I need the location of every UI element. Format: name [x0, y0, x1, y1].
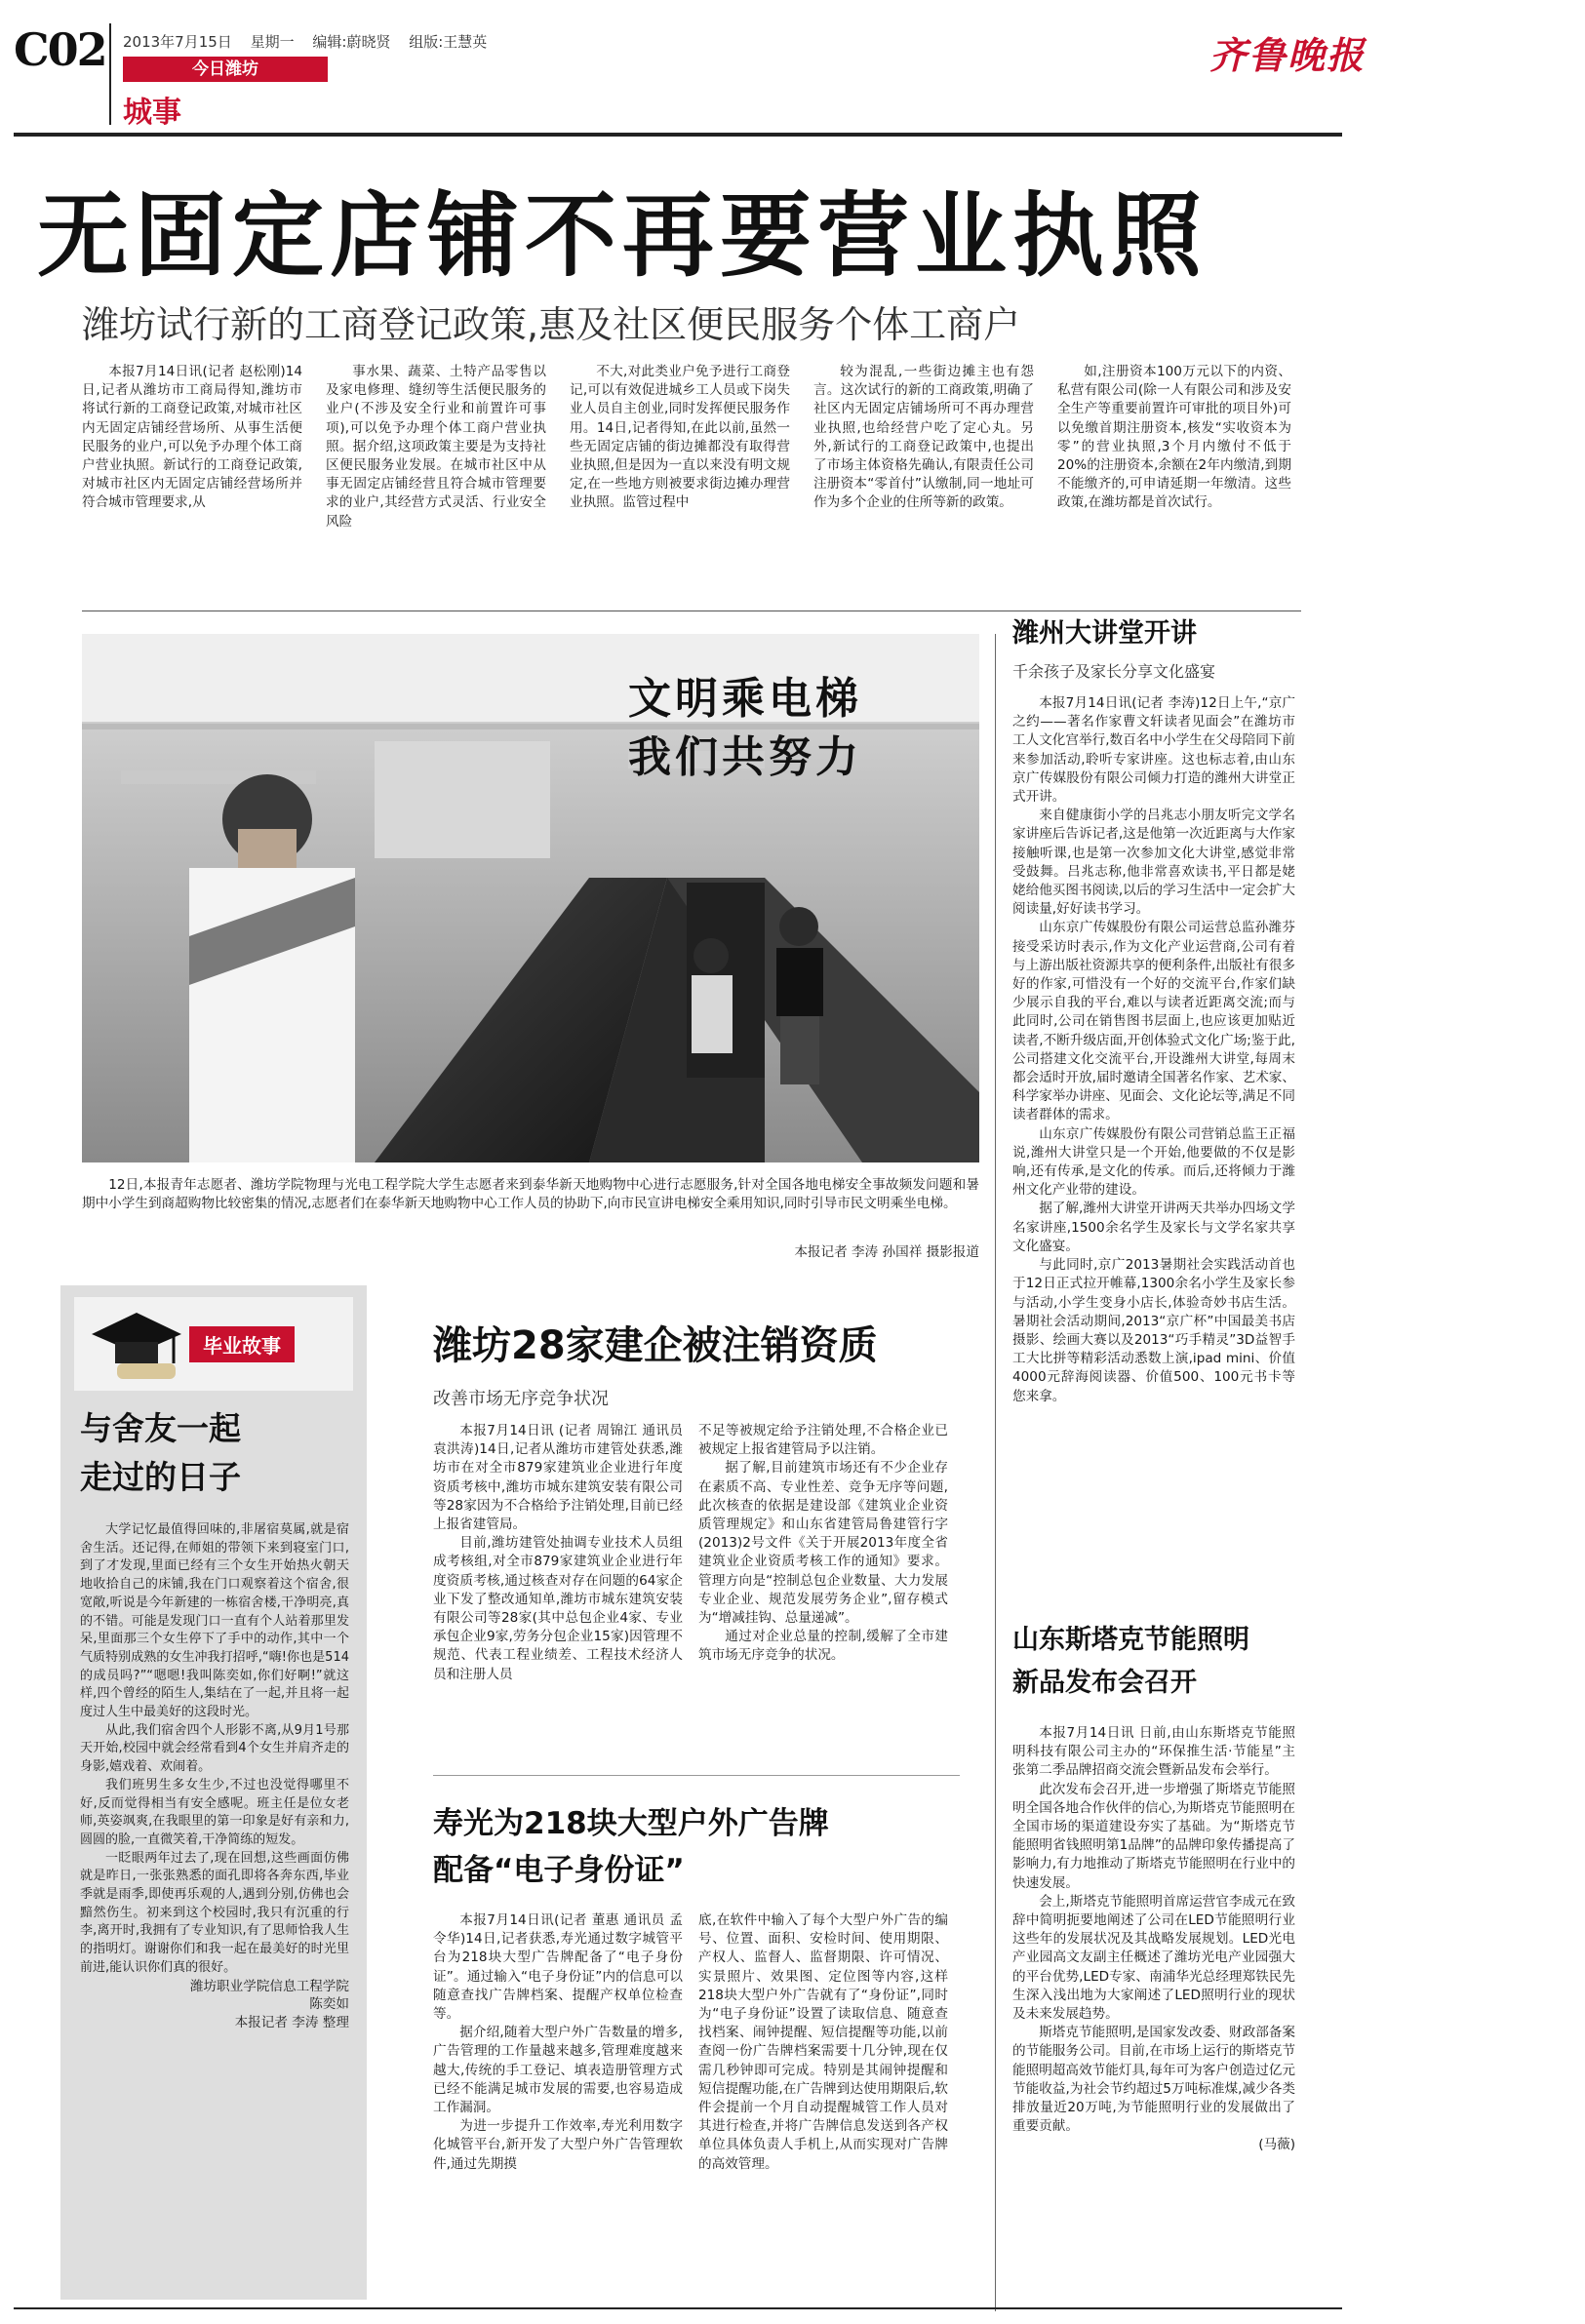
article-dazhou-title: 潍州大讲堂开讲 — [1012, 618, 1197, 649]
article-28-col-2 — [698, 1422, 948, 1666]
article-billboard-title — [433, 1800, 829, 1894]
article-paragraph: 本报7月14日讯 (记者 周锦江 通讯员 袁洪涛)14日,记者从潍坊市建管处获悉,潍坊市在对全市879家建筑业企业进行年度资质考核中,潍坊市城东建筑安装有限公司等28家因为不合格给予注销处理,目前已经上报省建管局。 — [433, 1423, 683, 1533]
article-paragraph: 来自健康街小学的吕兆志小朋友听完文学名家讲座后告诉记者,这是他第一次近距离与大作家接触听课,也是第一次参加文化大讲堂,感觉非常受鼓舞。吕兆志称,他非常喜欢读书,平日都是姥姥给他买图书阅读,以后的学习生活中一定会扩大阅读量,好好读书学习。 — [1012, 807, 1295, 918]
graduation-badge: 毕业故事 — [189, 1326, 295, 1362]
lead-subheadline: 潍坊试行新的工商登记政策,惠及社区便民服务个体工商户 — [82, 303, 1021, 346]
lead-column-2 — [326, 363, 546, 532]
section-tab: 今日潍坊 — [123, 57, 328, 82]
article-28-subtitle: 改善市场无序竞争状况 — [433, 1389, 609, 1409]
article-paragraph: 此次发布会召开,进一步增强了斯塔克节能照明全国各地合作伙伴的信心,为斯塔克节能照明在全国市场的渠道建设夯实了基础。为“斯塔克节能照明省钱照明第1品牌”的品牌印象传播提高了影响力,有力地推动了斯塔克节能照明在行业中的快速发展。 — [1012, 1781, 1295, 1891]
photo-overlay-line-2: 我们共努力 — [628, 732, 862, 782]
lead-paragraph: 不大,对此类业户免予进行工商登记,可以有效促进城乡工人员或下岗失业人员自主创业,同时发挥便民服务作用。14日,记者得知,在此以前,虽然一些无固定店铺的街边摊都没有取得营业执照,但是因为一直以来没有明文规定,在一些地方则被要求街边摊办理营业执照。监管过程中 — [570, 364, 790, 511]
photo-caption-text: 12日,本报青年志愿者、潍坊学院物理与光电工程学院大学生志愿者来到泰华新天地购物中心进行志愿服务,针对全国各地电梯安全事故频发问题和暑期中小学生到商超购物比较密集的情况,志愿者们在泰华新天地购物中心工作人员的协助下,向市民宣讲电梯安全乘用知识,同时引导市民文明乘坐电梯。 — [82, 1177, 979, 1212]
article-paragraph: 与此同时,京广2013暑期社会实践活动首也于12日正式拉开帷幕,1300余名小学生及家长参与活动,小学生变身小店长,体验奇妙书店生活。暑期社会活动期间,2013“京广杯”中国最美书店摄影、绘画大赛以及2013“巧手精灵”3D益智手工大比拼等精彩活动悉数上演,ipad mini、价值4000元辞海阅读器、价值500、100元书卡等您来拿。 — [1012, 1257, 1295, 1404]
graduation-author-name: 陈奕如 — [309, 1996, 349, 2013]
article-stark-title — [1012, 1619, 1249, 1705]
article-paragraph: 目前,潍坊建管处抽调专业技术人员组成考核组,对全市879家建筑业企业进行年度资质考核,通过核查对存在问题的64家企业下发了整改通知单,潍坊市城东建筑安装有限公司等28家(其中总包企业4家、专业承包企业9家,劳务分包企业15家)因管理不规范、代表工程业绩差、工程技术经济人员和注册人员 — [433, 1535, 683, 1682]
article-paragraph: 不足等被规定给予注销处理,不合格企业已被规定上报省建管局予以注销。 — [698, 1423, 948, 1458]
article-billboard-col-2 — [698, 1911, 948, 2174]
article-28-col-1 — [433, 1422, 683, 1684]
page-bottom-rule — [14, 2307, 1342, 2309]
photo-credit: 本报记者 李涛 孙国祥 摄影报道 — [794, 1244, 979, 1260]
article-billboard-title-line-2: 配备“电子身份证” — [433, 1853, 685, 1888]
article-paragraph: 本报7月14日讯(记者 董惠 通讯员 孟令华)14日,记者获悉,寿光通过数字城管平台为218块大型广告牌配备了“电子身份证”。通过输入“电子身份证”内的信息可以随意查找广告牌档案、提醒产权单位检查等。 — [433, 1912, 683, 2023]
lead-paragraph: 如,注册资本100万元以下的内资、私营有限公司(除一人有限公司和涉及安全生产等重要前置许可审批的项目外)可以免缴首期注册资本,核发“实收资本为零”的营业执照,3个月内缴付不低于20%的注册资本,余额在2年内缴清,到期不能缴齐的,可申请延期一年缴清。这些政策,在潍坊都是首次试行。 — [1057, 364, 1291, 511]
graduation-paragraph: 我们班男生多女生少,不过也没觉得哪里不好,反而觉得相当有安全感呢。班主任是位女老师,英姿飒爽,在我眼里的第一印象是好有亲和力,圆圆的脸,一直微笑着,干净简练的短发。 — [80, 1777, 349, 1847]
page-code: C02 — [14, 23, 106, 76]
lead-paragraph: 较为混乱,一些街边摊主也有怨言。这次试行的新的工商政策,明确了社区内无固定店铺场所可不再办理营业执照,也给经营户吃了定心丸。另外,新试行的工商登记政策中,也提出了市场主体资格先确认,有限责任公司注册资本“零首付”认缴制,同一地址可作为多个企业的住所等新的政策。 — [813, 364, 1034, 511]
lead-column-3 — [570, 363, 790, 513]
lead-headline: 无固定店铺不再要营业执照 — [37, 183, 1209, 290]
issue-editor: 编辑:蔚晓贤 — [312, 33, 391, 51]
lead-paragraph: 事水果、蔬菜、土特产品零售以及家电修理、缝纫等生活便民服务的业户(不涉及安全行业和前置许可事项),可以免予办理个体工商户营业执照。据介绍,这项政策主要是为支持社区便民服务业发展。在城市社区中从事无固定店铺经营且符合城市管理要求的业户,其经营方式灵活、行业安全风险 — [326, 364, 546, 530]
lead-column-5 — [1057, 363, 1291, 513]
graduation-title-line-1: 与舍友一起 — [80, 1409, 241, 1447]
lead-paragraph: 本报7月14日讯(记者 赵松刚)14日,记者从潍坊市工商局得知,潍坊市将试行新的工商登记政策,对城市社区内无固定店铺经营场所、从事生活便民服务的业户,可以免予办理个体工商户营业执照。新试行的工商登记政策,对城市社区内无固定店铺经营场所并符合城市管理要求,从 — [82, 364, 302, 511]
masthead-divider — [109, 23, 111, 125]
article-28-title: 潍坊28家建企被注销资质 — [433, 1323, 878, 1368]
escalator-photo — [82, 634, 979, 1162]
article-dazhou-subtitle: 千余孩子及家长分享文化盛宴 — [1012, 662, 1216, 681]
article-paragraph: 通过对企业总量的控制,缓解了全市建筑市场无序竞争的状况。 — [698, 1629, 948, 1664]
section-title: 城事 — [123, 96, 181, 130]
graduation-paragraph: 一眨眼两年过去了,现在回想,这些画面仿佛就是昨日,一张张熟悉的面孔即将各奔东西,毕业季就是雨季,即使再乐观的人,遇到分别,仿佛也会黯然伤生。初来到这个校园时,我只有沉重的行李,离开时,我拥有了专业知识,有了思师恰我人生的指明灯。谢谢你们和我一起在最美好的时光里前进,能认识你们真的很好。 — [80, 1850, 349, 1975]
article-stark-title-line-1: 山东斯塔克节能照明 — [1012, 1625, 1249, 1655]
graduation-cap-icon — [88, 1307, 185, 1385]
issue-weekday: 星期一 — [250, 33, 295, 51]
graduation-author-school: 潍坊职业学院信息工程学院 — [189, 1978, 349, 1994]
article-paragraph: 山东京广传媒股份有限公司运营总监孙潍芬接受采访时表示,作为文化产业运营商,公司有着与上游出版社资源共享的便利条件,出版社有很多好的作家,可惜没有一个好的交流平台,作家们缺少展示自我的平台,难以与读者近距离交流;而与此同时,公司在销售图书层面上,也应该更加贴近读者,不断升级店面,开创体验式文化广场;鉴于此,公司搭建文化交流平台,开设潍州大讲堂,每周末都会适时开放,届时邀请全国著名作家、艺术家、科学家举办讲座、见面会、文化论坛等,满足不同读者群体的需求。 — [1012, 920, 1295, 1123]
article-paragraph: 据了解,目前建筑市场还有不少企业存在素质不高、专业性差、竞争无序等问题,此次核查的依据是建设部《建筑业企业资质管理规定》和山东省建管局鲁建管行字(2013)2号文件《关于开展2013年度全省建筑业企业资质考核工作的通知》要求。管理方向是“控制总包企业数量、大力发展专业企业、规范发展劳务企业”,留存模式为“增减挂钩、总量递减”。 — [698, 1460, 948, 1627]
photo-caption — [82, 1176, 979, 1213]
graduation-body — [80, 1521, 349, 2032]
article-paragraph: 据介绍,随着大型户外广告数量的增多,广告管理的工作量越来越多,管理难度越来越大,传统的手工登记、填表造册管理方式已经不能满足城市发展的需要,也容易造成工作漏洞。 — [433, 2025, 683, 2116]
graduation-paragraph: 从此,我们宿舍四个人形影不离,从9月1号那天开始,校园中就会经常看到4个女生并肩齐走的身影,嬉戏着、欢闹着。 — [80, 1722, 349, 1775]
issue-date: 2013年7月15日 — [123, 33, 232, 51]
article-stark-signoff: (马薇) — [1258, 2137, 1295, 2153]
article-paragraph: 本报7月14日讯 日前,由山东斯塔克节能照明科技有限公司主办的“环保推生活·节能星”主张第二季品牌招商交流会暨新品发布会举行。 — [1012, 1725, 1295, 1779]
article-stark-title-line-2: 新品发布会召开 — [1012, 1668, 1197, 1698]
article-paragraph: 据了解,潍州大讲堂开讲两天共举办四场文学名家讲座,1500余名学生及家长与文学名家共享文化盛宴。 — [1012, 1201, 1295, 1254]
article-paragraph: 为进一步提升工作效率,寿光利用数字化城管平台,新开发了大型户外广告管理软件,通过先期摸 — [433, 2118, 683, 2172]
article-billboard-col-1 — [433, 1911, 683, 2174]
article-paragraph: 本报7月14日讯(记者 李涛)12日上午,“京广之约——著名作家曹文轩读者见面会”在潍坊市工人文化宫举行,数百名中小学生在父母陪同下前来参加活动,聆听专家讲座。这也标志着,由山东京广传媒股份有限公司倾力打造的潍州大讲堂正式开讲。 — [1012, 695, 1295, 806]
article-paragraph: 斯塔克节能照明,是国家发改委、财政部备案的节能服务公司。目前,在市场上运行的斯塔克节能照明超高效节能灯具,每年可为客户创造过亿元节能收益,为社会节约超过5万吨标准煤,减少各类排放量近20万吨,为节能照明行业的发展做出了重要贡献。 — [1012, 2025, 1295, 2135]
issue-meta — [123, 31, 487, 52]
article-dazhou-body — [1012, 694, 1295, 1406]
issue-layout: 组版:王慧英 — [409, 33, 488, 51]
article-stark-body — [1012, 1724, 1295, 2155]
graduation-reporter: 本报记者 李涛 整理 — [234, 2014, 349, 2030]
photo-overlay-line-1: 文明乘电梯 — [628, 674, 862, 724]
paper-logo: 齐鲁晚报 — [1209, 33, 1367, 77]
center-divider — [433, 1775, 960, 1776]
article-paragraph: 会上,斯塔克节能照明首席运营官李成元在致辞中简明扼要地阐述了公司在LED节能照明行业这些年的发展状况及其战略发展规划。LED光电产业园高文友副主任概述了潍坊光电产业园强大的平台优势,LED专家、南浦华光总经理郑铁民先生深入浅出地为大家阐述了LED照明行业的现状及未来发展趋势。 — [1012, 1893, 1295, 2023]
lead-column-4 — [813, 363, 1034, 513]
right-column-divider — [995, 634, 996, 2311]
graduation-badge-area — [74, 1297, 353, 1391]
article-paragraph: 底,在软件中输入了每个大型户外广告的编号、位置、面积、安检时间、使用期限、产权人、监督人、监督期限、许可情况、实景照片、效果图、定位图等内容,这样218块大型户外广告就有了“身份证”,同时为“电子身份证”设置了读取信息、随意查找档案、闹钟提醒、短信提醒等功能,以前查阅一份广告牌档案需要十几分钟,现在仅需几秒钟即可完成。特别是其闹钟提醒和短信提醒功能,在广告牌到达使用期限后,软件会提前一个月自动提醒城管工作人员对其进行检查,并将广告牌信息发送到各产权单位具体负责人手机上,从而实现对广告牌的高效管理。 — [698, 1912, 948, 2172]
graduation-title — [80, 1404, 241, 1502]
article-billboard-title-line-1: 寿光为218块大型户外广告牌 — [433, 1806, 829, 1841]
masthead-rule — [14, 133, 1342, 137]
article-paragraph: 山东京广传媒股份有限公司营销总监王正福说,潍州大讲堂只是一个开始,他要做的不仅是影响,还有传承,是文化的传承。而后,还将倾力于潍州文化产业带的建设。 — [1012, 1125, 1295, 1199]
graduation-paragraph: 大学记忆最值得回味的,非屠宿莫属,就是宿舍生活。还记得,在师姐的带领下来到寝室门口,到了才发现,里面已经有三个女生开始热火朝天地收拾自己的床铺,我在门口观察着这个宿舍,很宽敞,听说是今年新建的一栋宿舍楼,干净明亮,真的不错。可能是发现门口一直有个人站着那里发呆,里面那三个女生停下了手中的动作,其中一个气质特别成熟的女生冲我打招呼,“嗨!你也是514的成员吗?”“嗯嗯!我叫陈奕如,你们好啊!”就这样,四个曾经的陌生人,集结在了一起,并且将一起度过人生中最美好的这段时光。 — [80, 1522, 349, 1720]
graduation-title-line-2: 走过的日子 — [80, 1458, 241, 1496]
lead-column-1 — [82, 363, 302, 513]
